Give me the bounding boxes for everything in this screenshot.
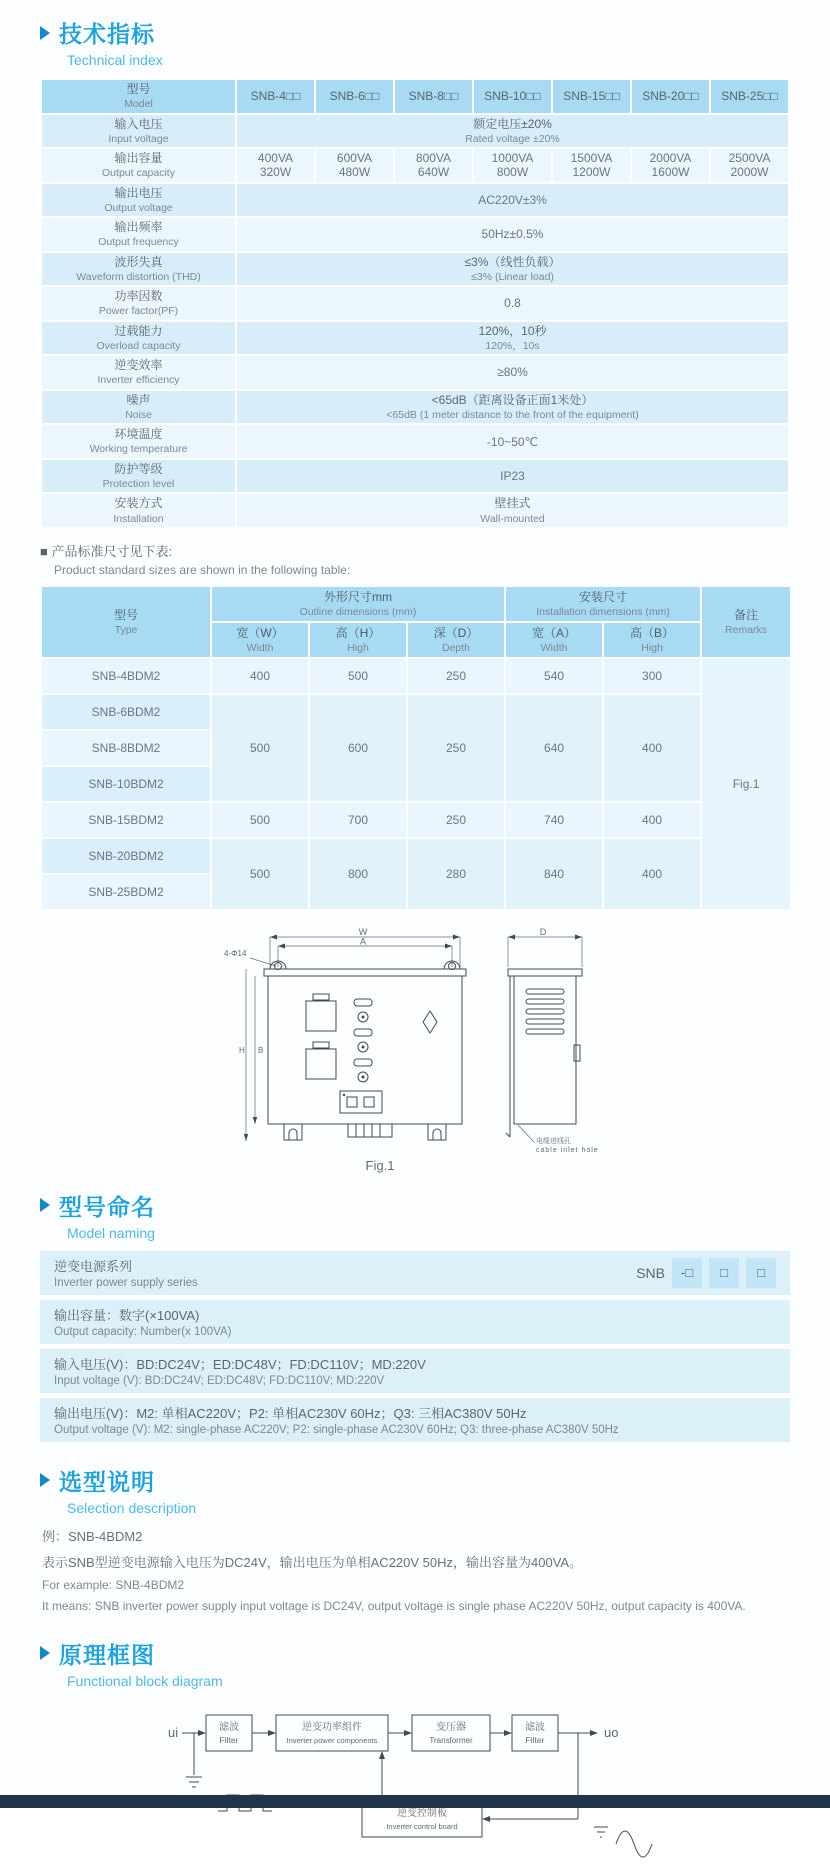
section-arrow-icon xyxy=(40,1473,50,1487)
row-label-cn: 输出电压 xyxy=(114,185,163,200)
section-header-selection xyxy=(40,1464,790,1497)
output-waveform xyxy=(594,1827,652,1857)
row-label xyxy=(41,286,236,321)
size-note-en: Product standard sizes are shown in the following table: xyxy=(54,562,351,577)
row-label-cn: 安装方式 xyxy=(114,496,163,511)
remarks-label-en: Remarks xyxy=(725,623,768,636)
side-view xyxy=(506,927,599,1154)
row-value xyxy=(236,493,789,528)
front-dimensions xyxy=(224,927,460,1141)
model-col-5: SNB-15□□ xyxy=(552,79,631,114)
row-label-cn: 波形失真 xyxy=(114,254,163,269)
row-label-en: Input voltage xyxy=(108,132,169,145)
row-label xyxy=(41,493,236,528)
size-col-d xyxy=(407,622,505,658)
naming-en: Output voltage (V): M2: single-phase AC220V; P2: single-phase AC230V 60Hz; Q3: three-phase AC380V 50Hz xyxy=(54,1424,619,1437)
b-cell: 300 xyxy=(603,658,701,694)
row-value: -10~50℃ xyxy=(236,424,789,459)
row-label-cn: 输入电压 xyxy=(114,116,163,131)
row-value: 0.8 xyxy=(236,286,789,321)
row-label xyxy=(41,217,236,252)
b-cell: 400 xyxy=(603,694,701,802)
naming-row-output-voltage xyxy=(40,1398,790,1442)
code-box-1: -□ xyxy=(672,1258,702,1288)
spec-row-efficiency xyxy=(41,355,789,390)
block-diagram-svg xyxy=(150,1699,670,1864)
model-code-group xyxy=(636,1258,776,1288)
capacity-cell-3 xyxy=(394,148,473,183)
row-value-en: ≤3% (Linear load) xyxy=(471,270,554,283)
h-cell: 800 xyxy=(309,838,407,910)
w-value: 2000W xyxy=(730,165,769,180)
row-value: IP23 xyxy=(236,459,789,494)
col-cn: 高（B） xyxy=(630,625,675,640)
row-value: 50Hz±0.5% xyxy=(236,217,789,252)
col-en: High xyxy=(347,641,369,654)
size-col-a xyxy=(505,622,603,658)
row-value-en: 120%，10s xyxy=(485,339,540,352)
filter2-en: Filter xyxy=(525,1734,545,1745)
naming-cn: 输入电压(V)：BD:DC24V；ED:DC48V；FD:DC110V；MD:220V xyxy=(54,1357,426,1373)
h-cell: 600 xyxy=(309,694,407,802)
section-title-en: Functional block diagram xyxy=(67,1672,223,1689)
col-en: Depth xyxy=(442,641,471,654)
row-label xyxy=(41,390,236,425)
remark-cell: Fig.1 xyxy=(701,658,791,910)
w-value: 1600W xyxy=(651,165,690,180)
transformer-en: Transformer xyxy=(429,1735,473,1745)
size-header-row-1 xyxy=(41,586,791,622)
size-col-b xyxy=(603,622,701,658)
model-col-6: SNB-20□□ xyxy=(631,79,710,114)
control-en: Inverter control board xyxy=(386,1821,458,1831)
a-cell: 740 xyxy=(505,802,603,838)
row-label xyxy=(41,321,236,356)
inverter-cn: 逆变功率组件 xyxy=(302,1721,362,1733)
capacity-cell-5 xyxy=(552,148,631,183)
spec-row-power-factor xyxy=(41,286,789,321)
row-label-cn: 输出容量 xyxy=(114,151,163,166)
type-cell: SNB-8BDM2 xyxy=(41,730,211,766)
dim-w-label: W xyxy=(358,926,368,937)
w-cell: 500 xyxy=(211,802,309,838)
type-label-cn: 型号 xyxy=(113,607,138,622)
row-label-en: Waveform distortion (THD) xyxy=(76,270,201,283)
section-title-cn: 原理框图 xyxy=(59,1641,155,1668)
col-en: Width xyxy=(540,641,568,654)
type-cell: SNB-25BDM2 xyxy=(41,874,211,910)
type-cell: SNB-4BDM2 xyxy=(41,658,211,694)
filter1-en: Filter xyxy=(219,1734,239,1745)
d-cell: 250 xyxy=(407,694,505,802)
spec-header-row xyxy=(41,79,789,114)
section-title-en: Model naming xyxy=(67,1224,155,1241)
row-value-cn: <65dB（距离设备正面1米处） xyxy=(431,392,594,407)
selection-example-cn: 例：SNB-4BDM2 xyxy=(42,1528,143,1544)
uo-label: uo xyxy=(604,1724,619,1740)
naming-text xyxy=(54,1305,231,1338)
section-title-en: Technical index xyxy=(67,52,163,68)
outline-label-cn: 外形尺寸mm xyxy=(324,589,393,604)
col-en: High xyxy=(641,641,663,654)
spec-table xyxy=(40,78,790,529)
type-cell: SNB-10BDM2 xyxy=(41,766,211,802)
model-label-cn: 型号 xyxy=(126,82,151,96)
a-cell: 840 xyxy=(505,838,603,910)
section-title-cn: 技术指标 xyxy=(59,21,155,47)
transformer-cn: 变压器 xyxy=(436,1721,466,1733)
type-cell: SNB-15BDM2 xyxy=(41,802,211,838)
spec-row-noise xyxy=(41,390,789,425)
size-row-snb15 xyxy=(41,802,791,838)
row-label xyxy=(41,183,236,218)
remarks-label-cn: 备注 xyxy=(734,607,759,622)
size-row-snb20 xyxy=(41,838,791,874)
va-value: 1500VA xyxy=(570,151,613,166)
selection-example-en: For example: SNB-4BDM2 xyxy=(42,1577,185,1592)
row-value: ≥80% xyxy=(236,355,789,390)
model-col-1: SNB-4□□ xyxy=(236,79,315,114)
w-value: 640W xyxy=(417,165,450,180)
row-value-cn: 壁挂式 xyxy=(494,496,531,511)
va-value: 2500VA xyxy=(728,151,771,166)
outline-figure xyxy=(40,927,790,1175)
code-prefix: SNB xyxy=(636,1264,665,1281)
row-label-en: Working temperature xyxy=(89,443,188,456)
w-cell: 500 xyxy=(211,694,309,802)
code-box-3: □ xyxy=(746,1258,776,1288)
section-header-naming xyxy=(40,1189,790,1222)
row-label-cn: 输出频率 xyxy=(114,220,163,235)
size-note-cn: ■ 产品标准尺寸见下表: xyxy=(40,543,173,559)
section-arrow-icon xyxy=(40,1198,50,1212)
d-cell: 250 xyxy=(407,658,505,694)
dim-d-label: D xyxy=(539,926,547,937)
install-label-cn: 安装尺寸 xyxy=(579,589,628,604)
model-col-2: SNB-6□□ xyxy=(315,79,394,114)
control-feedback xyxy=(362,1733,578,1837)
capacity-cell-7 xyxy=(710,148,789,183)
d-cell: 250 xyxy=(407,802,505,838)
col-cn: 高（H） xyxy=(335,625,381,640)
block-diagram xyxy=(150,1699,790,1864)
row-value xyxy=(236,252,789,287)
model-col-3: SNB-8□□ xyxy=(394,79,473,114)
row-label-cn: 逆变效率 xyxy=(114,358,163,373)
spec-row-output-voltage xyxy=(41,183,789,218)
model-col-7: SNB-25□□ xyxy=(710,79,789,114)
front-view xyxy=(264,961,466,1140)
cable-note-cn: 电缆进线孔 xyxy=(536,1137,571,1145)
dim-b-label: B xyxy=(258,1045,264,1055)
section-title-cn: 型号命名 xyxy=(59,1193,155,1220)
h-cell: 700 xyxy=(309,802,407,838)
row-label-en: Power factor(PF) xyxy=(98,305,179,318)
row-value-cn: 额定电压±20% xyxy=(473,116,552,131)
selection-meaning-en: It means: SNB inverter power supply input voltage is DC24V, output voltage is single phase AC220V 50Hz, output capacity is 400VA. xyxy=(42,1598,746,1613)
holes-note-label: 4-Φ14 xyxy=(224,948,247,958)
row-label-cn: 环境温度 xyxy=(114,427,163,442)
row-value-en: Rated voltage ±20% xyxy=(465,132,560,145)
naming-text xyxy=(54,1354,426,1387)
col-cn: 深（D） xyxy=(433,625,479,640)
row-label-en: Output voltage xyxy=(104,201,173,214)
row-value-en: <65dB (1 meter distance to the front of the equipment) xyxy=(386,408,639,421)
row-label xyxy=(41,424,236,459)
w-cell: 400 xyxy=(211,658,309,694)
naming-cn: 输出电压(V)：M2: 单相AC220V；P2: 单相AC230V 60Hz；Q3: 三相AC380V 50Hz xyxy=(54,1406,527,1422)
col-cn: 宽（A） xyxy=(532,625,577,640)
row-label-en: Inverter efficiency xyxy=(97,374,180,387)
naming-row-series xyxy=(40,1251,790,1295)
col-cn: 宽（W） xyxy=(236,625,284,640)
a-cell: 640 xyxy=(505,694,603,802)
row-label-cn: 功率因数 xyxy=(114,289,163,304)
row-label-cn: 过载能力 xyxy=(114,323,163,338)
row-label-en: Installation xyxy=(113,512,164,525)
spec-header-model-cell xyxy=(41,79,236,114)
capacity-cell-1 xyxy=(236,148,315,183)
spec-row-input-voltage xyxy=(41,114,789,149)
row-label-en: Noise xyxy=(125,408,152,421)
row-label xyxy=(41,459,236,494)
spec-row-protection xyxy=(41,459,789,494)
spec-row-overload xyxy=(41,321,789,356)
install-label-en: Installation dimensions (mm) xyxy=(536,605,670,618)
row-label-en: Overload capacity xyxy=(96,339,181,352)
section-arrow-icon xyxy=(40,26,50,40)
size-col-h xyxy=(309,622,407,658)
model-label-en: Model xyxy=(124,98,153,111)
va-value: 400VA xyxy=(257,151,294,166)
b-cell: 400 xyxy=(603,838,701,910)
inverter-en: Inverter power components xyxy=(286,1735,378,1745)
size-header-outline xyxy=(211,586,505,622)
b-cell: 400 xyxy=(603,802,701,838)
row-label xyxy=(41,252,236,287)
type-label-en: Type xyxy=(114,623,138,636)
naming-en: Output capacity: Number(x 100VA) xyxy=(54,1326,232,1339)
section-title-cn: 选型说明 xyxy=(59,1468,155,1495)
selection-meaning-cn: 表示SNB型逆变电源输入电压为DC24V，输出电压为单相AC220V 50Hz，输出容量为400VA。 xyxy=(42,1554,583,1570)
naming-en: Input voltage (V): BD:DC24V; ED:DC48V; FD:DC110V; MD:220V xyxy=(54,1375,385,1388)
naming-table xyxy=(40,1251,790,1442)
row-label-cn: 防护等级 xyxy=(114,461,163,476)
section-header-block xyxy=(40,1637,790,1670)
naming-cn: 输出容量：数字(×100VA) xyxy=(54,1308,200,1324)
w-value: 1200W xyxy=(572,165,611,180)
size-header-type xyxy=(41,586,211,658)
row-label xyxy=(41,148,236,183)
row-value-cn: 120%，10秒 xyxy=(478,323,547,338)
capacity-cell-2 xyxy=(315,148,394,183)
w-value: 800W xyxy=(496,165,529,180)
row-label-en: Protection level xyxy=(102,478,175,490)
filter2-cn: 滤波 xyxy=(525,1721,545,1733)
row-value xyxy=(236,321,789,356)
spec-row-output-frequency xyxy=(41,217,789,252)
va-value: 1000VA xyxy=(491,151,534,166)
footer-bar xyxy=(0,1795,830,1808)
w-value: 320W xyxy=(259,165,292,180)
row-label-en: Output frequency xyxy=(98,236,179,249)
figure-caption: Fig.1 xyxy=(365,1157,395,1173)
outline-label-en: Outline dimensions (mm) xyxy=(299,605,417,618)
cabinet-drawing xyxy=(220,927,610,1175)
sine-wave-icon xyxy=(616,1831,652,1857)
size-note xyxy=(40,541,790,577)
d-cell: 280 xyxy=(407,838,505,910)
filter1-cn: 滤波 xyxy=(219,1721,239,1733)
naming-row-input-voltage xyxy=(40,1349,790,1393)
size-col-w xyxy=(211,622,309,658)
type-cell: SNB-6BDM2 xyxy=(41,694,211,730)
door-lock-icon xyxy=(423,1011,437,1033)
row-label-cn: 噪声 xyxy=(126,392,151,407)
signal-flow xyxy=(168,1715,618,1751)
capacity-cell-6 xyxy=(631,148,710,183)
cable-note-en: cable inlet hole xyxy=(536,1146,599,1154)
section-header-technical xyxy=(40,16,790,49)
spec-row-output-capacity xyxy=(41,148,789,183)
section-arrow-icon xyxy=(40,1646,50,1660)
row-value xyxy=(236,390,789,425)
control-cn: 逆变控制板 xyxy=(397,1807,447,1819)
naming-row-capacity xyxy=(40,1300,790,1344)
row-value-en: Wall-mounted xyxy=(480,512,545,525)
w-value: 480W xyxy=(338,165,371,180)
size-table xyxy=(40,585,792,911)
selection-body xyxy=(40,1526,790,1613)
naming-text xyxy=(54,1256,198,1289)
va-value: 2000VA xyxy=(649,151,692,166)
section-title-en: Selection description xyxy=(67,1499,197,1516)
model-col-4: SNB-10□□ xyxy=(473,79,552,114)
code-box-2: □ xyxy=(709,1258,739,1288)
row-value: AC220V±3% xyxy=(236,183,789,218)
row-label-en: Output capacity xyxy=(102,167,175,180)
spec-row-temperature xyxy=(41,424,789,459)
h-cell: 500 xyxy=(309,658,407,694)
spec-row-installation xyxy=(41,493,789,528)
row-label xyxy=(41,355,236,390)
type-cell: SNB-20BDM2 xyxy=(41,838,211,874)
dim-h-label: H xyxy=(239,1045,245,1055)
row-label xyxy=(41,114,236,149)
ui-label: ui xyxy=(168,1724,179,1740)
a-cell: 540 xyxy=(505,658,603,694)
capacity-cell-4 xyxy=(473,148,552,183)
w-cell: 500 xyxy=(211,838,309,910)
naming-cn: 逆变电源系列 xyxy=(54,1259,133,1275)
spec-row-waveform xyxy=(41,252,789,287)
size-header-remarks xyxy=(701,586,791,658)
row-value xyxy=(236,114,789,149)
size-row-snb4 xyxy=(41,658,791,694)
dim-a-label: A xyxy=(359,936,367,947)
va-value: 800VA xyxy=(415,151,452,166)
va-value: 600VA xyxy=(336,151,373,166)
naming-en: Inverter power supply series xyxy=(54,1277,198,1290)
col-en: Width xyxy=(246,641,274,654)
naming-text xyxy=(54,1403,619,1436)
size-row-snb6 xyxy=(41,694,791,730)
size-header-install xyxy=(505,586,701,622)
door-latch-icon xyxy=(574,1045,580,1061)
row-value-cn: ≤3%（线性负载） xyxy=(464,254,561,269)
